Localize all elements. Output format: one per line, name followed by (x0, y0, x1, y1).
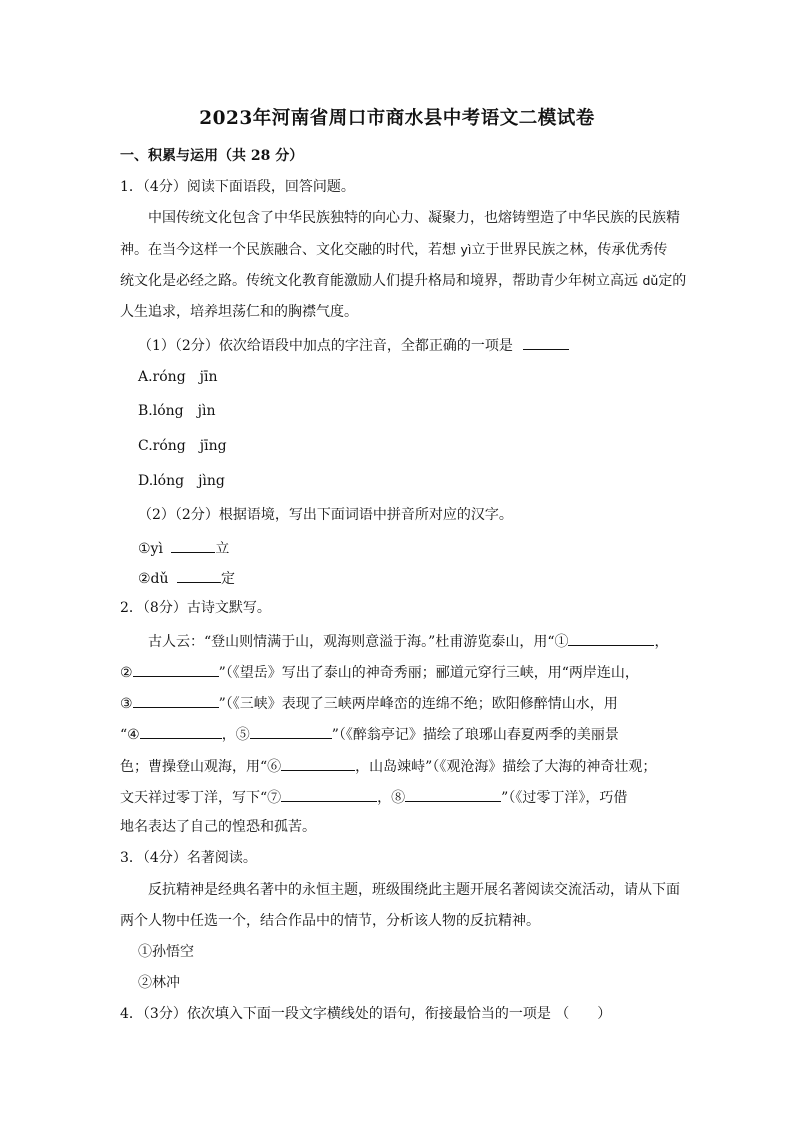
q1-passage-line (120, 271, 686, 291)
subquestion-text: （1）（2分）依次给语段中加点的字注音，全都正确的一项是 (138, 338, 513, 354)
answer-blank[interactable] (177, 567, 221, 583)
pinyin-word: yì (460, 242, 472, 257)
q2-text: ，⑧ (377, 790, 406, 806)
fill-prefix: ②dǔ (138, 571, 169, 587)
fill-item-1 (138, 537, 229, 559)
q3-option-1: ①孙悟空 (138, 944, 194, 960)
q2-line (148, 630, 668, 652)
fill-suffix: 定 (220, 571, 235, 587)
q2-text: ”（《过零丁洋》，巧借 (501, 790, 628, 806)
option-pinyin: jìn (197, 403, 216, 419)
q1-passage-line (120, 240, 667, 260)
q2-stem: 2．（8分）古诗文默写。 (120, 600, 271, 616)
answer-blank[interactable] (281, 755, 355, 771)
answer-blank[interactable] (523, 334, 569, 350)
q2-text: ③ (120, 696, 133, 712)
q2-text: ”（《三峡》表现了三峡两岸峰峦的连绵不绝；欧阳修醉情山水，用 (218, 696, 618, 712)
answer-blank[interactable] (405, 786, 501, 802)
passage-text: 定的 (658, 273, 687, 289)
q2-line (120, 723, 619, 745)
option-pinyin: jīn (199, 369, 218, 385)
q1-passage-line: 中国传统文化包含了中华民族独特的向心力、凝聚力，也熔铸塑造了中华民族的民族精 (148, 210, 680, 226)
option-c[interactable] (138, 436, 227, 456)
option-pinyin: jīng (199, 438, 227, 454)
answer-blank[interactable] (133, 661, 219, 677)
q3-line: 反抗精神是经典名著中的永恒主题，班级围绕此主题开展名著阅读交流活动，请从下面 (148, 882, 680, 898)
option-label: D.lóng (138, 473, 185, 489)
q2-line: 地名表达了自己的惶恐和孤苦。 (120, 819, 316, 835)
q2-text: ② (120, 665, 133, 681)
option-pinyin: jìng (198, 473, 225, 489)
q1-stem: 1．（4分）阅读下面语段，回答问题。 (120, 179, 355, 195)
option-a[interactable] (138, 367, 218, 387)
q2-text: 色；曹操登山观海，用“⑥ (120, 759, 282, 775)
q2-text: 文天祥过零丁洋，写下“⑦ (120, 790, 282, 806)
q2-text: 古人云：“登山则情满于山，观海则意溢于海。”杜甫游览泰山，用“① (148, 634, 569, 650)
answer-blank[interactable] (133, 692, 219, 708)
option-label: B.lóng (138, 403, 184, 419)
pinyin-word: dǔ (642, 273, 659, 288)
q2-line (120, 786, 627, 808)
q2-text: ， (654, 634, 669, 650)
q1-subquestion-1 (138, 334, 569, 356)
q2-text: ”（《望岳》写出了泰山的神奇秀丽；郦道元穿行三峡，用“两岸连山， (218, 665, 639, 681)
answer-blank[interactable] (281, 786, 377, 802)
q2-text: ”（《醉翁亭记》描绘了琅琊山春夏两季的美丽景 (331, 727, 619, 743)
q1-passage-line: 人生追求，培养坦荡仁和的胸襟气度。 (120, 304, 358, 320)
passage-text: 立于世界民族之林，传承优秀传 (471, 242, 668, 258)
fill-item-2 (138, 567, 235, 589)
answer-blank[interactable] (140, 723, 222, 739)
fill-prefix: ①yì (138, 541, 163, 557)
fill-suffix: 立 (215, 541, 230, 557)
q2-text: ，⑤ (221, 727, 250, 743)
q2-line (120, 692, 618, 714)
option-b[interactable] (138, 401, 215, 421)
answer-blank[interactable] (250, 723, 332, 739)
section-heading: 一、积累与运用（共 28 分） (120, 148, 304, 164)
answer-blank[interactable] (171, 537, 215, 553)
option-label: C.róng (138, 438, 186, 454)
passage-text: 统文化是必经之路。传统文化教育能激励人们提升格局和境界，帮助青少年树立高远 (120, 273, 643, 289)
option-label: A.róng (138, 369, 186, 385)
q2-line (120, 661, 639, 683)
q3-option-2: ②林冲 (138, 975, 180, 991)
q2-line (120, 755, 656, 777)
page-title: 2023年河南省周口市商水县中考语文二模试卷 (199, 108, 595, 129)
q2-text: ，山岛竦峙”（《观沧海》描绘了大海的神奇壮观； (355, 759, 657, 775)
q3-stem: 3．（4分）名著阅读。 (120, 850, 257, 866)
q3-line: 两个人物中任选一个，结合作品中的情节，分析该人物的反抗精神。 (120, 913, 540, 929)
option-d[interactable] (138, 471, 225, 491)
answer-blank[interactable] (568, 630, 654, 646)
q1-subquestion-2: （2）（2分）根据语境，写出下面词语中拼音所对应的汉字。 (138, 507, 513, 523)
q4-stem: 4．（3分）依次填入下面一段文字横线处的语句，衔接最恰当的一项是 （ ） (120, 1006, 612, 1022)
passage-text: 神。在当今这样一个民族融合、文化交融的时代，若想 (120, 242, 461, 258)
q2-text: “④ (120, 727, 140, 743)
